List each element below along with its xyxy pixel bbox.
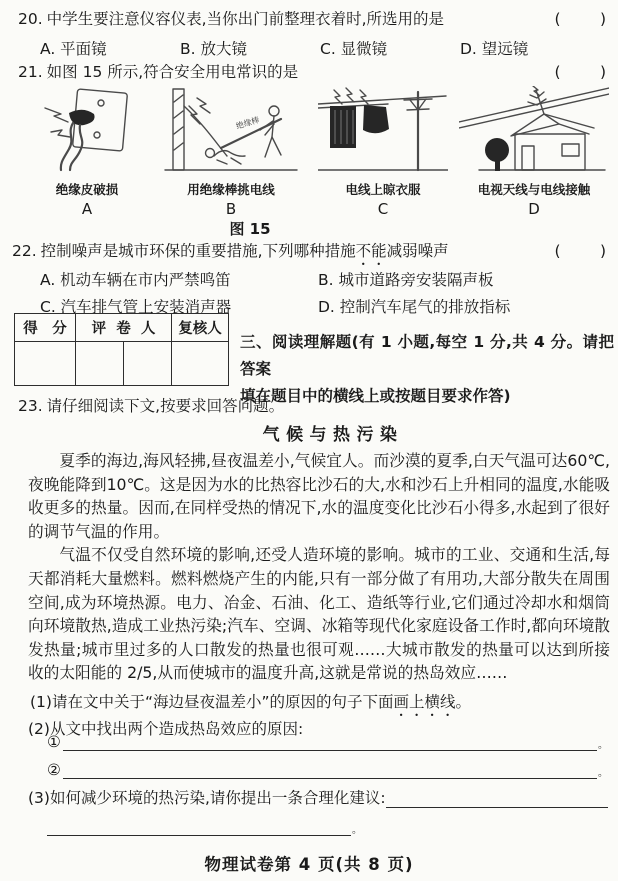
reviewer-blank-cell <box>172 342 229 386</box>
question-21-stem: 如图 15 所示,符合安全用电常识的是 <box>46 63 299 81</box>
question-23 <box>18 396 608 416</box>
question-21-answer-brackets: ( ) <box>554 63 606 81</box>
score-table <box>14 313 229 386</box>
question-20-stem: 中学生要注意仪容仪表,当你出门前整理衣着时,所选用的是 <box>46 10 445 28</box>
insulated-rod-inner-label: 绝缘棒 <box>234 115 261 131</box>
figure-c-letter: C <box>377 200 389 218</box>
tv-antenna-touching-powerline-illustration <box>459 86 609 178</box>
subquestion-3 <box>28 786 608 808</box>
question-22-options-row1 <box>40 268 612 290</box>
page-footer: 物理试卷第 4 页(共 8 页) <box>204 855 414 874</box>
question-20 <box>18 9 608 29</box>
question-20-options <box>40 37 612 59</box>
section-3-header-line2: 填在题目中的横线上或按题目要求作答) <box>240 387 511 405</box>
answer-blank-2-number: ② <box>47 761 61 779</box>
section-3-header-line1: 三、阅读理解题(有 1 小题,每空 1 分,共 4 分。请把答案 <box>240 333 614 378</box>
question-22-option-b: B. 城市道路旁安装隔声板 <box>318 271 494 289</box>
subquestion-1-before: (1)请在文中关于“海边昼夜温差小”的原因的句子下面 <box>30 693 394 711</box>
answer-blank-1-period: 。 <box>598 740 608 751</box>
question-20-option-b: B. 放大镜 <box>180 40 247 58</box>
figure-d-letter: D <box>528 200 540 218</box>
question-22-answer-brackets: ( ) <box>554 242 606 260</box>
subquestion-3-continuation-blank <box>47 820 362 836</box>
subquestion-2: (2)从文中找出两个造成热岛效应的原因: <box>28 720 304 738</box>
grader-cell-label: 评 卷 人 <box>76 314 172 342</box>
answer-blank-1 <box>47 733 608 751</box>
question-22 <box>12 241 608 269</box>
figure-a-label: 绝缘皮破损 <box>55 182 119 197</box>
question-22-stem-emphasis: 不能 <box>355 242 387 260</box>
question-20-number: 20. <box>18 10 43 28</box>
answer-blank-1-number: ① <box>47 733 61 751</box>
figure-d-label: 电视天线与电线接触 <box>477 182 591 197</box>
question-22-number: 22. <box>12 242 37 260</box>
figure-15-caption: 图 15 <box>229 220 271 238</box>
question-20-answer-brackets: ( ) <box>554 10 606 28</box>
question-20-option-a: A. 平面镜 <box>40 40 107 58</box>
continuation-blank-period: 。 <box>352 825 362 836</box>
answer-blank-2-line <box>63 763 597 779</box>
damaged-plug-insulation-illustration <box>39 86 135 178</box>
answer-blank-1-line <box>63 735 597 751</box>
figure-option-b <box>152 86 310 218</box>
figure-b-label: 用绝缘棒挑电线 <box>187 182 275 197</box>
question-21 <box>18 62 608 82</box>
figure-c-label: 电线上晾衣服 <box>345 182 421 197</box>
insulated-rod-rescue-illustration <box>161 86 301 178</box>
figure-option-a <box>22 86 152 218</box>
score-cell-label: 得 分 <box>15 314 76 342</box>
clothes-on-powerline-illustration <box>318 86 448 178</box>
figure-option-d <box>456 86 612 218</box>
figure-a-letter: A <box>81 200 93 218</box>
subquestion-1-emphasis: 画上横线 <box>393 693 456 711</box>
grader-blank-cell-2 <box>124 342 172 386</box>
answer-blank-2-period: 。 <box>598 768 608 779</box>
subquestion-3-blank-line <box>386 792 608 808</box>
subquestion-3-text: (3)如何减少环境的热污染,请你提出一条合理化建议: <box>28 789 386 807</box>
question-20-option-d: D. 望远镜 <box>460 40 529 58</box>
passage-paragraph-2: 气温不仅受自然环境的影响,还受人造环境的影响。城市的工业、交通和生活,每天都消耗大量燃料。燃料燃烧产生的内能,只有一部分做了有用功,大部分散失在周围空间,成为环境热源。电力、冶金、石油、化工、造纸等行业,它们通过冷却水和烟筒向环境散热,造成工业热污染;汽车、空调、冰箱等现代化家庭设备工作时,都向环境散发热量;城市里过多的人口散发的热量也很可观……大城市散发的热量可以达到所接收的太阳能的 2/5,从而使城市的温度升高,这就是常说的热岛效应…… <box>28 545 610 683</box>
grader-blank-cell-1 <box>76 342 124 386</box>
continuation-blank-line <box>47 820 351 836</box>
score-table-header-row <box>15 314 229 342</box>
reviewer-cell-label: 复核人 <box>172 314 229 342</box>
question-22-stem-after: 减弱噪声 <box>386 242 449 260</box>
passage-paragraph-1: 夏季的海边,海风轻拂,昼夜温差小,气候宜人。而沙漠的夏季,白天气温可达60℃,夜晚能降到10℃。这是因为水的比热容比沙石的大,水和沙石上升相同的温度,水能吸收更多的热量。因而,在同样受热的情况下,水的温度变化比沙石小得多,水起到了很好的调节气温的作用。 <box>28 451 610 541</box>
question-23-stem: 请仔细阅读下文,按要求回答问题。 <box>46 397 285 415</box>
figure-15 <box>22 86 612 218</box>
question-20-option-c: C. 显微镜 <box>320 40 388 58</box>
subquestion-1-after: 。 <box>455 693 472 711</box>
question-21-number: 21. <box>18 63 43 81</box>
score-blank-cell <box>15 342 76 386</box>
passage-title: 气候与热污染 <box>262 425 404 445</box>
figure-b-letter: B <box>225 200 237 218</box>
question-22-option-c: C. 汽车排气管上安装消声器 <box>40 298 232 316</box>
question-22-option-a: A. 机动车辆在市内严禁鸣笛 <box>40 271 231 289</box>
reading-passage <box>28 449 610 685</box>
subquestion-1 <box>30 692 471 720</box>
question-23-number: 23. <box>18 397 43 415</box>
question-22-option-d: D. 控制汽车尾气的排放指标 <box>318 298 511 316</box>
score-table-blank-row <box>15 342 229 386</box>
answer-blank-2 <box>47 761 608 779</box>
figure-option-c <box>310 86 456 218</box>
question-22-stem-before: 控制噪声是城市环保的重要措施,下列哪种措施 <box>40 242 356 260</box>
